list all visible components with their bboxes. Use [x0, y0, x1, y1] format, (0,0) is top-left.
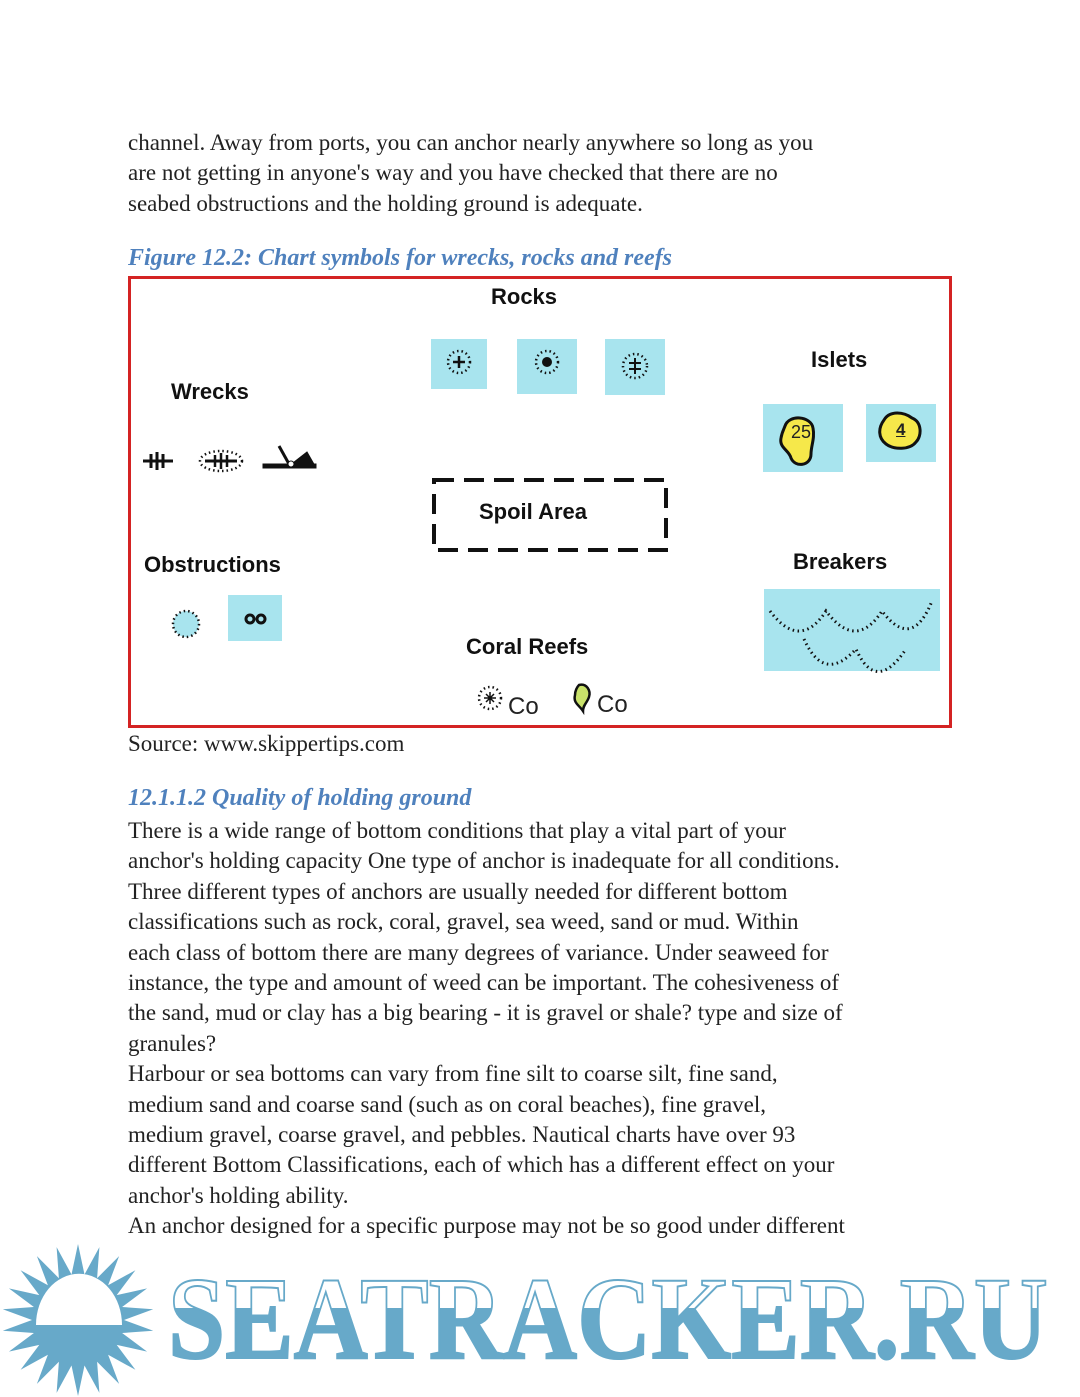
- text-line: Harbour or sea bottoms can vary from fine silt to coarse silt, fine sand,: [128, 1061, 778, 1087]
- label-coral-reefs: Coral Reefs: [466, 634, 589, 659]
- spoil-area-boundary: [431, 477, 671, 555]
- figure-caption: Figure 12.2: Chart symbols for wrecks, rocks and reefs: [128, 245, 673, 271]
- obstruction-icon: [169, 607, 205, 643]
- text-line: anchor's holding capacity One type of anchor is inadequate for all conditions.: [128, 848, 840, 874]
- chart-symbols-figure: [128, 276, 952, 728]
- coral-reef-drying-icon: [571, 681, 597, 715]
- wreck-icon: [143, 452, 173, 470]
- coral-abbrev: Co: [597, 691, 628, 718]
- text-line: the sand, mud or clay has a big bearing - it is gravel or shale? type and size of: [128, 1000, 843, 1026]
- seatracker-watermark: [0, 1240, 1080, 1397]
- islet-number: 25: [791, 422, 812, 442]
- text-line: each class of bottom there are many degrees of variance. Under seaweed for: [128, 939, 829, 965]
- text-line: granules?: [128, 1030, 217, 1056]
- islet-symbol-2: [866, 404, 936, 462]
- label-rocks: Rocks: [491, 284, 558, 309]
- wreck-hull-icon: [263, 446, 316, 468]
- text-line: classifications such as rock, coral, gravel, sea weed, sand or mud. Within: [128, 909, 799, 935]
- text-line: anchor's holding ability.: [128, 1182, 349, 1208]
- obstruction-symbol: [228, 595, 282, 641]
- label-obstructions: Obstructions: [144, 552, 281, 577]
- obstruction-dots-icon: [228, 595, 282, 641]
- figure-source: Source: www.skippertips.com: [128, 731, 405, 756]
- coral-abbrev: Co: [508, 693, 539, 720]
- text-line: medium gravel, coarse gravel, and pebbles. Nautical charts have over 93: [128, 1122, 796, 1147]
- watermark-text: SEATRACKER.RU: [168, 1253, 1048, 1384]
- rock-icon: [517, 339, 577, 394]
- text-line: channel. Away from ports, you can anchor nearly anywhere so long as you: [128, 130, 814, 155]
- text-line: instance, the type and amount of weed can be important. The cohesiveness of: [128, 970, 840, 995]
- wreck-icons: [141, 444, 321, 479]
- rock-symbol-2: [517, 339, 577, 394]
- label-breakers: Breakers: [793, 549, 888, 574]
- text-line: An anchor designed for a specific purpose may not be so good under different: [128, 1213, 845, 1239]
- rock-icon: [431, 339, 487, 389]
- text-line: Three different types of anchors are usually needed for different bottom: [128, 878, 788, 904]
- rock-icon: [605, 339, 665, 395]
- section-heading: 12.1.1.2 Quality of holding ground: [128, 785, 472, 811]
- text-line: seabed obstructions and the holding ground is adequate.: [128, 191, 643, 216]
- coral-reef-icon: [476, 684, 506, 714]
- breakers-icon: [764, 589, 940, 671]
- text-line: There is a wide range of bottom conditions that play a vital part of your: [128, 818, 786, 843]
- rock-symbol-1: [431, 339, 487, 389]
- text-line: are not getting in anyone's way and you have checked that there are no: [128, 160, 778, 185]
- text-line: different Bottom Classifications, each of which has a different effect on your: [128, 1152, 835, 1178]
- islet-number: 4: [896, 420, 906, 439]
- sun-logo-icon: [3, 1244, 153, 1396]
- islet-symbol-1: [763, 404, 843, 472]
- text-line: medium sand and coarse sand (such as on coral beaches), fine gravel,: [128, 1091, 767, 1117]
- breakers-symbol: [764, 589, 940, 671]
- label-spoil-area: Spoil Area: [479, 499, 587, 524]
- rock-symbol-3: [605, 339, 665, 395]
- label-wrecks: Wrecks: [171, 379, 249, 404]
- label-islets: Islets: [811, 347, 868, 372]
- wreck-dangerous-icon: [200, 451, 242, 471]
